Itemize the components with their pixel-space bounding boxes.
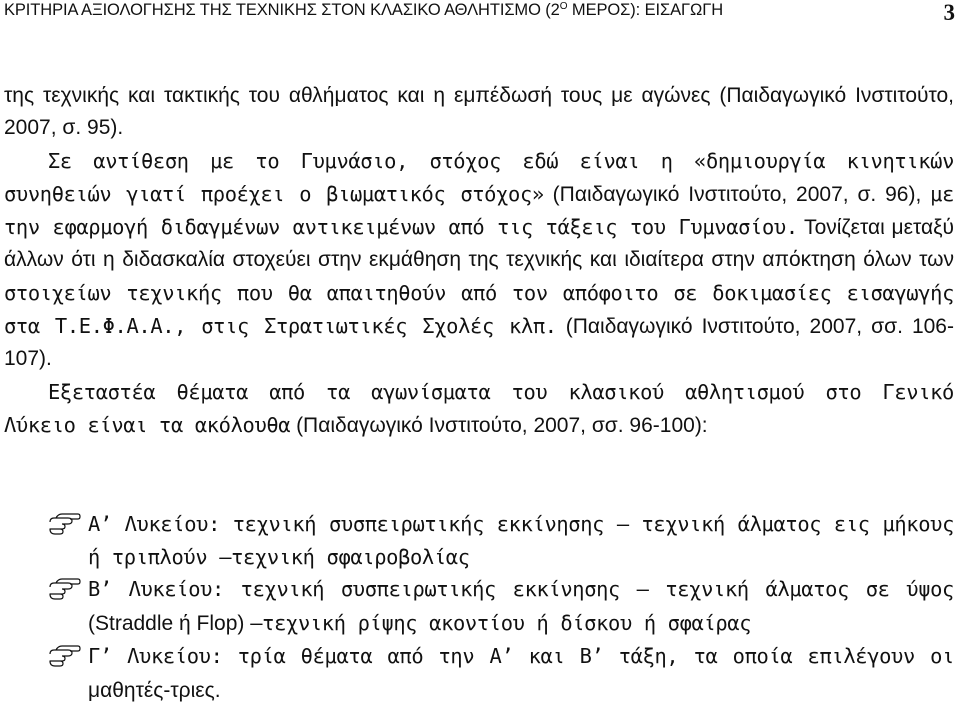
paragraph-3-text: Εξεταστέα θέματα από τα αγωνίσματα του κλασικού αθλητισμού στο Γενικό Λύκειο είναι τα ακόλουθα [4,379,954,437]
header-superscript: Ο [559,1,568,12]
paragraph-2-citation-a: (Παιδαγωγικό Ινστιτούτο, 2007, σ. 96), [543,182,931,206]
pointing-hand-icon [48,640,82,672]
list-item [4,640,954,707]
list-item-text-sans: (Straddle ή Flop) [88,611,251,635]
paragraph-2-part-c: Τονίζεται μεταξύ άλλων ότι η διδασκαλία στοχεύει στην εκμάθηση της τεχνικής και ιδιαίτερα στην απόκτηση όλων των [4,216,954,272]
paragraph-2-part-b: με την εφαρμογή διδαγμένων αντικειμένων από τις τάξεις του Γυμνασίου. [4,181,954,240]
body-text [4,80,954,442]
pointing-hand-icon [48,573,82,605]
list-item-text: Γ’ Λυκείου: τρία θέματα από την Α’ και Β’ τάξη, τα οποία επιλέγουν οι [88,644,954,668]
list-item [4,573,954,640]
list-item-text-end: –τεχνική ρίψης ακοντίου ή δίσκου ή σφαίρας [250,610,752,635]
list-item-text: Α’ Λυκείου: τεχνική συσπειρωτικής εκκίνησης – τεχνική άλματος εις μήκους ή τριπλούν –τεχνική σφαιροβολίας [88,512,954,569]
header-title: ΚΡΙΤΗΡΙΑ ΑΞΙΟΛΟΓΗΣΗΣ ΤΗΣ ΤΕΧΝΙΚΗΣ ΣΤΟΝ ΚΛΑΣΙΚΟ ΑΘΛΗΤΙΣΜΟ (2 [4,1,560,19]
list-item-text-sans: μαθητές-τριες. [88,678,221,702]
paragraph-2-part-d: στοιχείων τεχνικής που θα απαιτηθούν από τον απόφοιτο σε δοκιμασίες εισαγωγής στα Τ.Ε.Φ.Α.Α., στις Στρατιωτικές Σχολές κλπ. [4,280,954,339]
pointing-hand-icon [48,508,82,540]
paragraph-2-part-a: Σε αντίθεση με το Γυμνάσιο, στόχος εδώ είναι η «δημιουργία κινητικών συνηθειών γιατί προέχει ο βιωματικός στόχος» [4,148,954,206]
running-header [4,0,955,25]
paragraph-2-citation-b: (Παιδαγωγικό Ινστιτούτο, 2007, σσ. 106-107). [4,315,954,371]
list-item-text: Β’ Λυκείου: τεχνική συσπειρωτικής εκκίνησης – τεχνική άλματος σε ύψος [88,577,954,601]
header-title-end: ΜΕΡΟΣ): ΕΙΣΑΓΩΓΗ [567,1,724,19]
paragraph-1: της τεχνικής και τακτικής του αθλήματος και η εμπέδωσή τους με αγώνες (Παιδαγωγικό Ινστιτούτο, 2007, σ. 95). [4,84,954,140]
list-item [4,508,954,573]
paragraph-3-citation: (Παιδαγωγικό Ινστιτούτο, 2007, σσ. 96-100): [290,413,708,437]
paragraph-2 [4,145,954,376]
paragraph-3 [4,376,954,443]
exam-topics-list [4,508,954,707]
page-number: 3 [943,0,955,25]
